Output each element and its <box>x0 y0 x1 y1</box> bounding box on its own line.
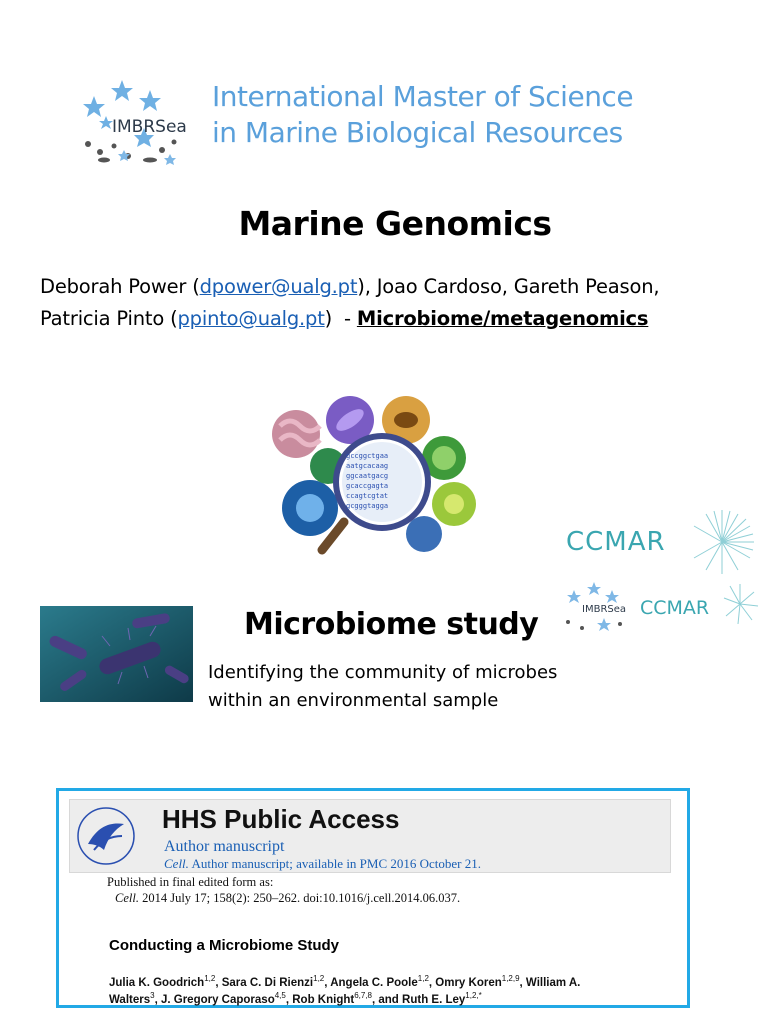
section-description-line2: within an environmental sample <box>208 690 499 711</box>
hhs-seal-icon <box>74 804 138 868</box>
paper-author-affiliation: 1,2 <box>417 974 429 983</box>
paper-excerpt <box>56 788 690 1008</box>
author-text: Deborah Power ( <box>40 275 200 298</box>
authors-line2 <box>40 304 648 334</box>
hhs-banner-title: HHS Public Access <box>162 804 400 834</box>
email-link-ppinto[interactable]: ppinto@ualg.pt <box>177 307 325 330</box>
program-title-line2: in Marine Biological Resources <box>212 116 623 149</box>
paper-author-affiliation: 6,7,8 <box>354 991 372 1000</box>
imbrsea-logo <box>74 76 194 168</box>
paper-author-name: , William A. <box>519 976 581 989</box>
paper-author-name: Julia K. Goodrich <box>109 976 205 989</box>
svg-text:CCMAR: CCMAR <box>640 597 710 619</box>
paper-author-name: , Angela C. Poole <box>324 976 418 989</box>
svg-text:gccggctgaa: gccggctgaa <box>346 452 389 460</box>
paper-author-affiliation: 1,2,* <box>465 991 482 1000</box>
paper-author-name: , and Ruth E. Ley <box>372 993 466 1006</box>
paper-authors-line1 <box>109 974 580 989</box>
svg-text:ggcaatgacg: ggcaatgacg <box>346 472 389 480</box>
section-description-line1: Identifying the community of microbes <box>208 662 558 683</box>
hhs-banner-subtitle: Author manuscript <box>164 838 285 855</box>
svg-text:aatgcacaag: aatgcacaag <box>346 462 389 470</box>
published-label: Published in final edited form as: <box>107 875 274 889</box>
email-link-dpower[interactable]: dpower@ualg.pt <box>199 275 358 298</box>
paper-authors-line2 <box>109 991 482 1006</box>
paper-author-name: , Rob Knight <box>285 993 355 1006</box>
page-title: Marine Genomics <box>238 204 552 243</box>
paper-author-affiliation: 1,2 <box>204 974 216 983</box>
hhs-banner-note <box>164 856 481 872</box>
bacteria-image <box>40 606 193 702</box>
program-title-line1: International Master of Science <box>212 80 634 113</box>
citation-details: 2014 July 17; 158(2): 250–262. doi:10.1016/j.cell.2014.06.037. <box>138 891 461 905</box>
section-title: Microbiome study <box>244 607 539 642</box>
author-text: Patricia Pinto ( <box>40 307 178 330</box>
paper-author-name: , J. Gregory Caporaso <box>154 993 275 1006</box>
svg-text:gcgggtagga: gcgggtagga <box>346 502 389 510</box>
svg-text:IMBRSea: IMBRSea <box>582 604 627 615</box>
paper-author-name: , Sara C. Di Rienzi <box>215 976 314 989</box>
author-text: ), Joao Cardoso, Gareth Peason, <box>357 275 660 298</box>
hhs-banner <box>69 799 671 873</box>
paper-author-affiliation: 1,2 <box>313 974 325 983</box>
imbrsea-ccmar-logo <box>560 580 760 636</box>
paper-author-name: Walters <box>109 993 151 1006</box>
paper-author-affiliation: 3 <box>150 991 155 1000</box>
authors-line1 <box>40 272 659 302</box>
svg-text:gcaccgagta: gcaccgagta <box>346 482 389 490</box>
svg-text:IMBRSea: IMBRSea <box>112 117 187 137</box>
svg-text:ccagtcgtat: ccagtcgtat <box>346 492 389 500</box>
availability-note: Author manuscript; available in PMC 2016 October 21. <box>188 856 482 871</box>
paper-author-affiliation: 4,5 <box>274 991 286 1000</box>
paper-author-affiliation: 1,2,9 <box>501 974 520 983</box>
citation-journal: Cell. <box>115 891 139 905</box>
citation <box>115 891 460 906</box>
ccmar-logo <box>566 508 756 574</box>
journal-name: Cell. <box>164 856 189 871</box>
svg-text:CCMAR: CCMAR <box>566 527 666 557</box>
topic-label: Microbiome/metagenomics <box>356 307 649 330</box>
paper-author-name: , Omry Koren <box>428 976 502 989</box>
paper-title: Conducting a Microbiome Study <box>109 937 340 954</box>
author-text: ) - <box>324 307 357 330</box>
microbe-collage-image <box>266 396 486 566</box>
